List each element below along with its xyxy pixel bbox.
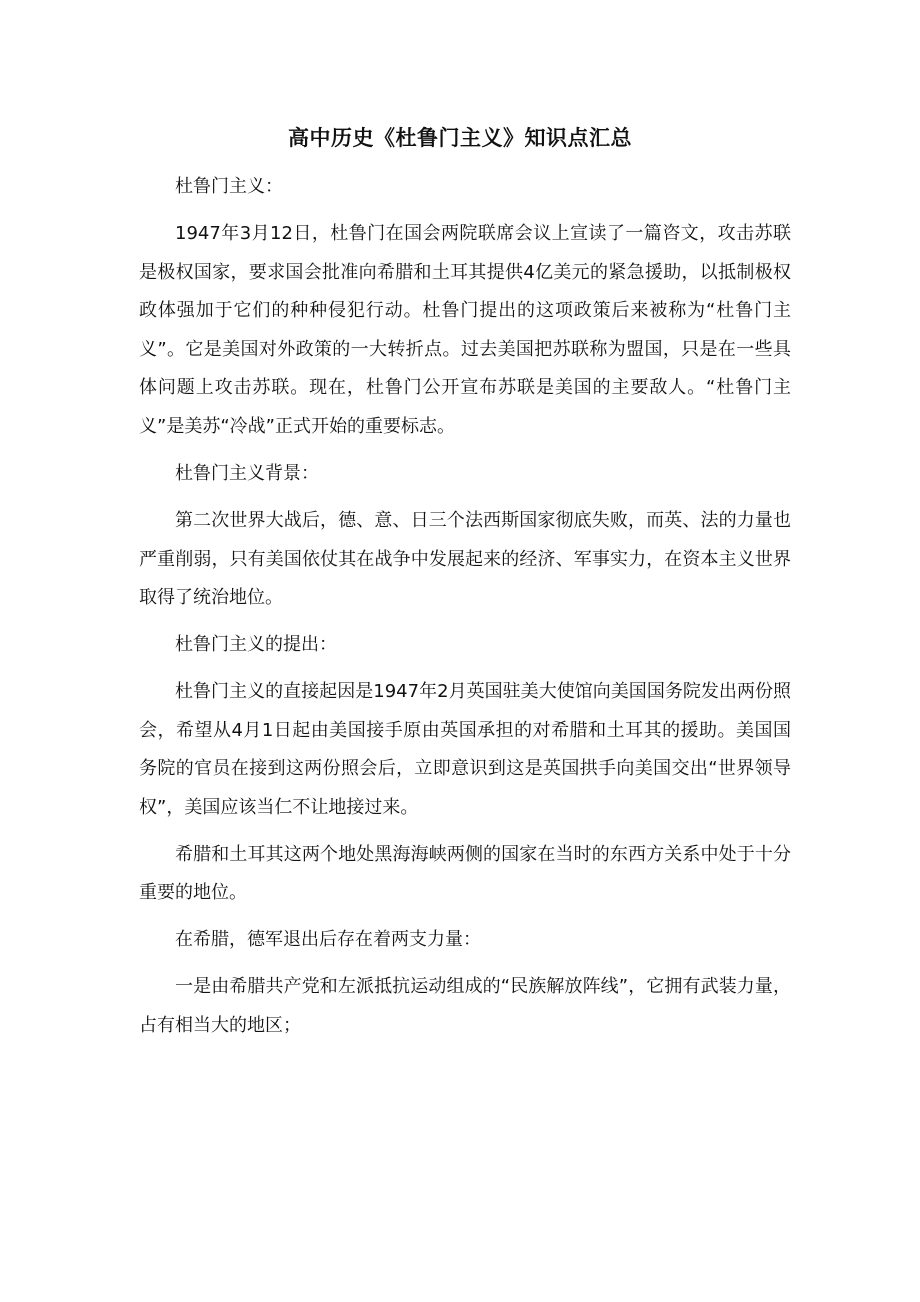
document-body [139, 168, 791, 1054]
body-paragraph: 杜鲁门主义的直接起因是1947年2月英国驻美大使馆向美国国务院发出两份照会，希望从4月1日起由美国接手原由英国承担的对希腊和土耳其的援助。美国国务院的官员在接到这两份照会后，立即意识到这是英国拱手向美国交出“世界领导权”，美国应该当仁不让地接过来。 [139, 681, 791, 818]
body-paragraph: 在希腊，德军退出后存在着两支力量： [175, 929, 481, 951]
body-paragraph: 一是由希腊共产党和左派抵抗运动组成的“民族解放阵线”，它拥有武装力量，占有相当大的地区； [139, 976, 791, 1036]
page-title: 高中历史《杜鲁门主义》知识点汇总 [288, 126, 632, 150]
section-heading: 杜鲁门主义： [175, 176, 283, 197]
body-paragraph: 希腊和土耳其这两个地处黑海海峡两侧的国家在当时的东西方关系中处于十分重要的地位。 [139, 843, 791, 904]
body-paragraph: 1947年3月12日，杜鲁门在国会两院联席会议上宣读了一篇咨文，攻击苏联是极权国家，要求国会批准向希腊和土耳其提供4亿美元的紧急援助，以抵制极权政体强加于它们的种种侵犯行动。杜鲁门提出的这项政策后来被称为“杜鲁门主义”。它是美国对外政策的一大转折点。过去美国把苏联称为盟国，只是在一些具体问题上攻击苏联。现在，杜鲁门公开宣布苏联是美国的主要敌人。“杜鲁门主义”是美苏“冷战”正式开始的重要标志。 [139, 222, 791, 437]
section-heading: 杜鲁门主义背景： [175, 462, 319, 484]
section-heading: 杜鲁门主义的提出： [175, 634, 337, 656]
body-paragraph: 第二次世界大战后，德、意、日三个法西斯国家彻底失败，而英、法的力量也严重削弱，只有美国依仗其在战争中发展起来的经济、军事实力，在资本主义世界取得了统治地位。 [139, 509, 791, 609]
